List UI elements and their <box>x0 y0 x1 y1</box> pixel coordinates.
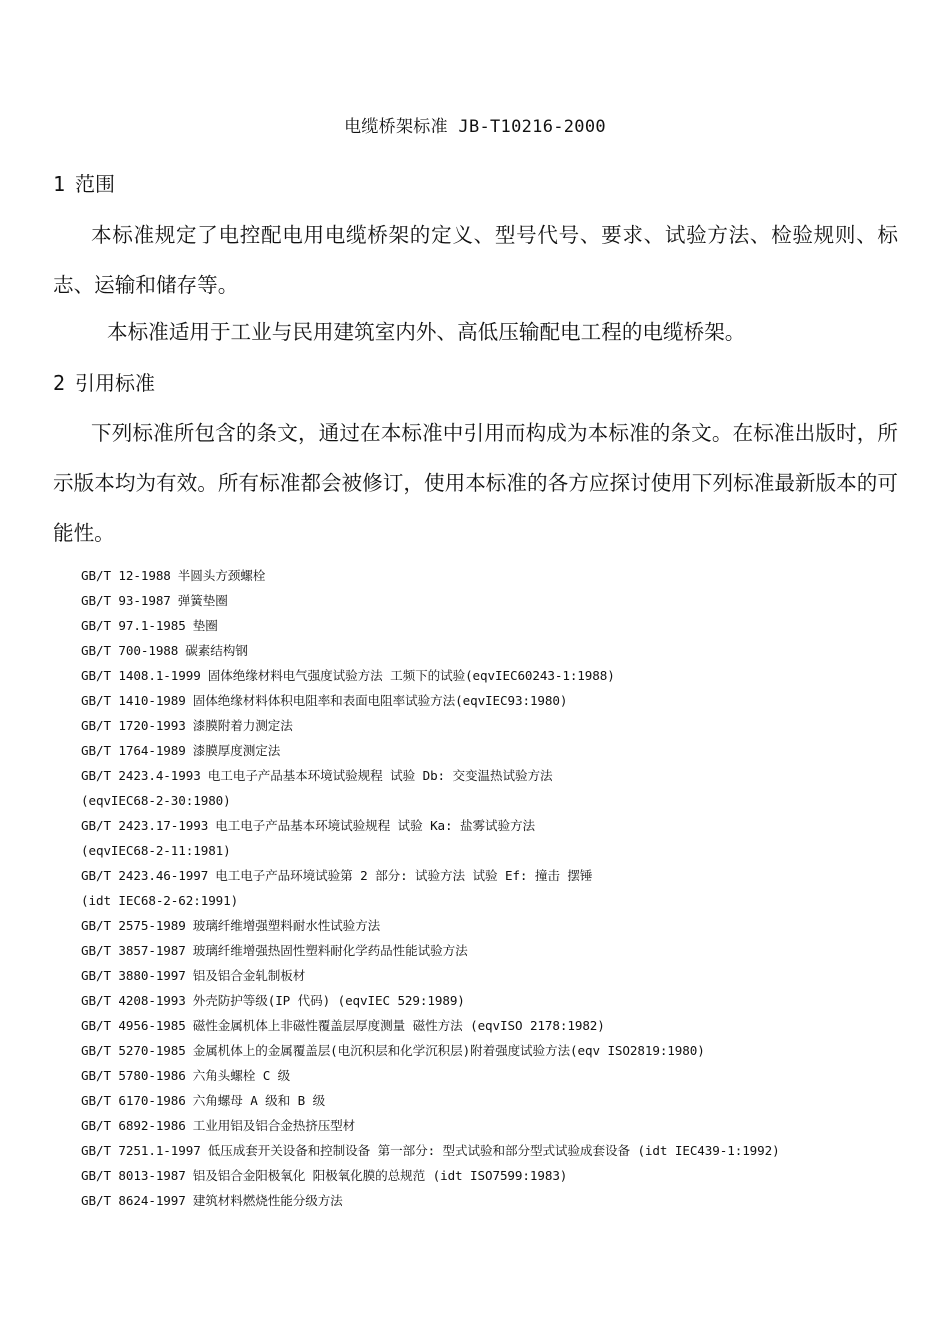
reference-item <box>81 1113 921 1138</box>
scope-paragraph-2: 本标准适用于工业与民用建筑室内外、高低压输配电工程的电缆桥架。 <box>107 320 746 344</box>
reference-title: 六角螺母 A 级和 B 级 <box>192 1093 326 1108</box>
reference-code: GB/T 2575-1989 <box>81 918 186 933</box>
reference-item <box>81 988 921 1013</box>
reference-code: GB/T 93-1987 <box>81 593 171 608</box>
reference-title: 固体绝缘材料电气强度试验方法 工频下的试验(eqvIEC60243-1:1988) <box>207 668 615 683</box>
reference-item <box>81 663 921 688</box>
reference-code: GB/T 8624-1997 <box>81 1193 186 1208</box>
reference-title: 外壳防护等级(IP 代码) (eqvIEC 529:1989) <box>192 993 465 1008</box>
reference-code: GB/T 2423.17-1993 <box>81 818 209 833</box>
reference-title: (eqvIEC68-2-30:1980) <box>81 793 231 808</box>
reference-item <box>81 713 921 738</box>
reference-title: 低压成套开关设备和控制设备 第一部分: 型式试验和部分型式试验成套设备 (idt IEC439-1:1992) <box>207 1143 780 1158</box>
reference-code: GB/T 6892-1986 <box>81 1118 186 1133</box>
reference-item <box>81 613 921 638</box>
reference-code: GB/T 5780-1986 <box>81 1068 186 1083</box>
reference-item <box>81 938 921 963</box>
section-heading-references <box>53 369 155 397</box>
reference-code: GB/T 3880-1997 <box>81 968 186 983</box>
reference-list <box>81 563 921 1213</box>
reference-item <box>81 588 921 613</box>
reference-title: (eqvIEC68-2-11:1981) <box>81 843 231 858</box>
reference-title: 弹簧垫圈 <box>177 593 228 608</box>
section-number: 2 <box>53 371 66 395</box>
reference-code: GB/T 1408.1-1999 <box>81 668 201 683</box>
scope-paragraph-1: 本标准规定了电控配电用电缆桥架的定义、型号代号、要求、试验方法、检验规则、标志、运输和储存等。 <box>53 223 898 297</box>
reference-title: 铝及铝合金轧制板材 <box>192 968 306 983</box>
document-title: 电缆桥架标准 JB-T10216-2000 <box>344 117 606 137</box>
reference-title: 磁性金属机体上非磁性覆盖层厚度测量 磁性方法 (eqvISO 2178:1982) <box>192 1018 605 1033</box>
reference-title: 玻璃纤维增强热固性塑料耐化学药品性能试验方法 <box>192 943 468 958</box>
reference-title: 电工电子产品环境试验第 2 部分: 试验方法 试验 Ef: 撞击 摆锤 <box>215 868 593 883</box>
reference-code: GB/T 4956-1985 <box>81 1018 186 1033</box>
reference-item <box>81 1163 921 1188</box>
reference-title: 垫圈 <box>192 618 218 633</box>
reference-title: 铝及铝合金阳极氧化 阳极氧化膜的总规范 (idt ISO7599:1983) <box>192 1168 568 1183</box>
reference-code: GB/T 1410-1989 <box>81 693 186 708</box>
reference-title: 漆膜附着力测定法 <box>192 718 293 733</box>
reference-title: (idt IEC68-2-62:1991) <box>81 893 239 908</box>
reference-code: GB/T 8013-1987 <box>81 1168 186 1183</box>
reference-item <box>81 738 921 763</box>
section-title: 范围 <box>75 172 116 196</box>
reference-code: GB/T 2423.46-1997 <box>81 868 209 883</box>
reference-code: GB/T 7251.1-1997 <box>81 1143 201 1158</box>
reference-code: GB/T 1720-1993 <box>81 718 186 733</box>
reference-code: GB/T 4208-1993 <box>81 993 186 1008</box>
reference-item <box>81 863 921 888</box>
section-heading-scope <box>53 170 115 198</box>
reference-code: GB/T 5270-1985 <box>81 1043 186 1058</box>
reference-item <box>81 1013 921 1038</box>
reference-title: 固体绝缘材料体积电阻率和表面电阻率试验方法(eqvIEC93:1980) <box>192 693 568 708</box>
reference-code: GB/T 2423.4-1993 <box>81 768 201 783</box>
reference-code: GB/T 6170-1986 <box>81 1093 186 1108</box>
reference-title: 电工电子产品基本环境试验规程 试验 Ka: 盐雾试验方法 <box>215 818 535 833</box>
reference-item <box>81 638 921 663</box>
reference-title: 电工电子产品基本环境试验规程 试验 Db: 交变温热试验方法 <box>207 768 553 783</box>
reference-title: 玻璃纤维增强塑料耐水性试验方法 <box>192 918 381 933</box>
reference-item <box>81 1138 921 1163</box>
references-intro-paragraph: 下列标准所包含的条文，通过在本标准中引用而构成为本标准的条文。在标准出版时，所示版本均为有效。所有标准都会被修订，使用本标准的各方应探讨使用下列标准最新版本的可能性。 <box>53 421 898 545</box>
reference-item <box>81 688 921 713</box>
reference-title: 漆膜厚度测定法 <box>192 743 281 758</box>
reference-title: 六角头螺栓 C 级 <box>192 1068 291 1083</box>
reference-item <box>81 838 921 863</box>
reference-item <box>81 1188 921 1213</box>
reference-item <box>81 1038 921 1063</box>
reference-item <box>81 913 921 938</box>
reference-code: GB/T 700-1988 <box>81 643 179 658</box>
reference-item <box>81 1063 921 1088</box>
reference-item <box>81 563 921 588</box>
reference-title: 金属机体上的金属覆盖层(电沉积层和化学沉积层)附着强度试验方法(eqv ISO2819:1980) <box>192 1043 705 1058</box>
reference-title: 半圆头方颈螺栓 <box>177 568 266 583</box>
reference-item <box>81 788 921 813</box>
reference-code: GB/T 3857-1987 <box>81 943 186 958</box>
reference-code: GB/T 97.1-1985 <box>81 618 186 633</box>
reference-code: GB/T 12-1988 <box>81 568 171 583</box>
reference-title: 工业用铝及铝合金热挤压型材 <box>192 1118 356 1133</box>
reference-item <box>81 763 921 788</box>
reference-item <box>81 813 921 838</box>
reference-code: GB/T 1764-1989 <box>81 743 186 758</box>
section-title: 引用标准 <box>75 371 156 395</box>
reference-title: 碳素结构钢 <box>185 643 248 658</box>
reference-item <box>81 1088 921 1113</box>
section-number: 1 <box>53 172 66 196</box>
reference-item <box>81 963 921 988</box>
reference-item <box>81 888 921 913</box>
reference-title: 建筑材料燃烧性能分级方法 <box>192 1193 343 1208</box>
